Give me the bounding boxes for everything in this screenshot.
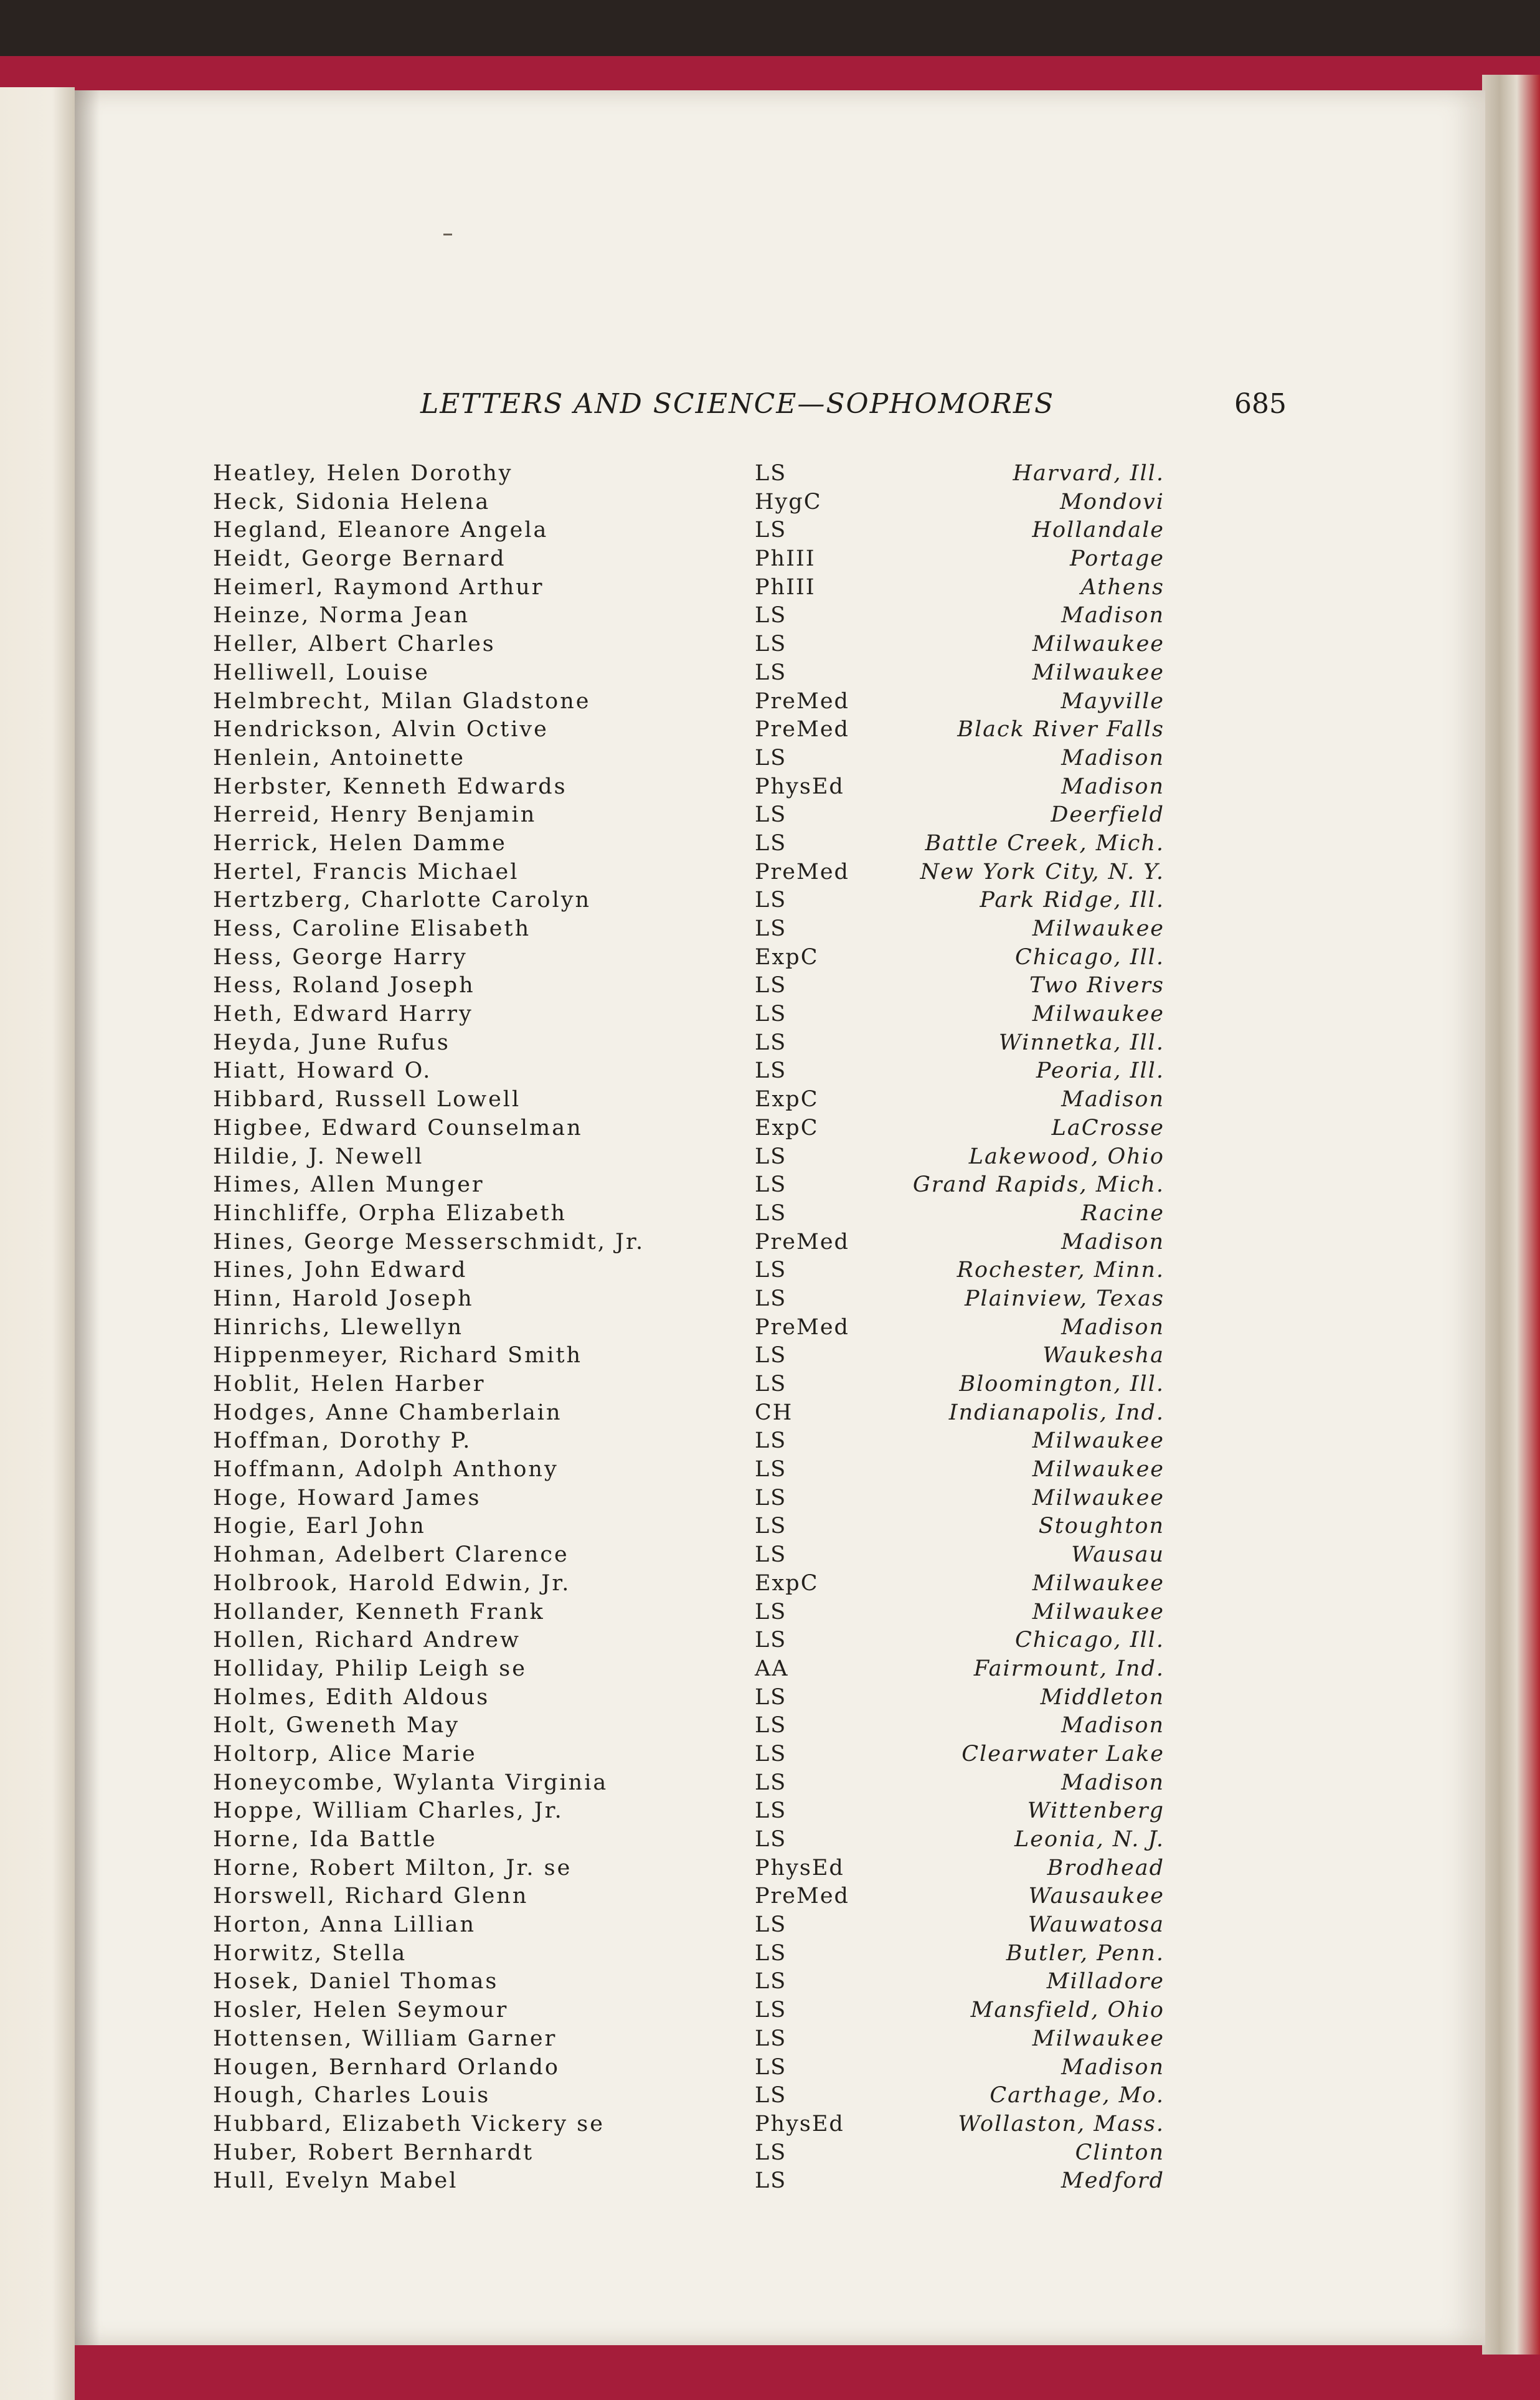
student-row xyxy=(75,972,1485,1000)
student-hometown: Peoria, Ill. xyxy=(1036,1058,1164,1084)
student-hometown: Mayville xyxy=(1061,688,1164,714)
student-course: LS xyxy=(755,1741,787,1767)
student-hometown: Lakewood, Ohio xyxy=(968,1144,1164,1169)
student-name: Hertzberg, Charlotte Carolyn xyxy=(213,888,592,913)
student-name: Hoblit, Helen Harber xyxy=(213,1372,486,1397)
student-hometown: Medford xyxy=(1061,2168,1164,2194)
student-row xyxy=(75,1854,1485,1883)
student-hometown: Wausau xyxy=(1071,1542,1164,1568)
student-row xyxy=(75,488,1485,517)
student-name: Hoffman, Dorothy P. xyxy=(213,1428,472,1454)
student-name: Hildie, J. Newell xyxy=(213,1144,424,1169)
student-course: ExpC xyxy=(755,1115,819,1141)
student-name: Hough, Charles Louis xyxy=(213,2083,491,2108)
student-course: LS xyxy=(755,461,787,486)
student-name: Hull, Evelyn Mabel xyxy=(213,2168,458,2194)
student-course: ExpC xyxy=(755,1087,819,1112)
student-row xyxy=(75,1512,1485,1541)
student-course: LS xyxy=(755,1172,787,1198)
student-course: LS xyxy=(755,518,787,543)
student-row xyxy=(75,1882,1485,1911)
student-row xyxy=(75,1626,1485,1655)
student-name: Hollander, Kenneth Frank xyxy=(213,1599,545,1625)
student-name: Hubbard, Elizabeth Vickery se xyxy=(213,2111,605,2137)
student-name: Holt, Gweneth May xyxy=(213,1713,460,1738)
student-hometown: Deerfield xyxy=(1051,802,1164,828)
student-row xyxy=(75,460,1485,488)
student-name: Hess, Caroline Elisabeth xyxy=(213,916,531,941)
student-row xyxy=(75,1911,1485,1940)
book-page xyxy=(75,90,1485,2345)
student-course: LS xyxy=(755,2083,787,2108)
student-name: Hinrichs, Llewellyn xyxy=(213,1314,464,1340)
student-course: LS xyxy=(755,1969,787,1994)
student-course: LS xyxy=(755,1628,787,1653)
student-course: LS xyxy=(755,1058,787,1084)
student-course: LS xyxy=(755,1286,787,1311)
student-name: Herrick, Helen Damme xyxy=(213,830,507,856)
student-name: Hoffmann, Adolph Anthony xyxy=(213,1457,559,1482)
student-course: LS xyxy=(755,1144,787,1169)
student-course: PreMed xyxy=(755,1229,849,1255)
student-course: LS xyxy=(755,1030,787,1055)
student-row xyxy=(75,630,1485,659)
student-hometown: Mondovi xyxy=(1060,489,1164,515)
student-course: LS xyxy=(755,1428,787,1454)
student-row xyxy=(75,1399,1485,1428)
student-hometown: Milwaukee xyxy=(1032,1599,1164,1625)
student-hometown: Madison xyxy=(1061,774,1164,799)
student-name: Hess, George Harry xyxy=(213,944,468,970)
student-row xyxy=(75,1826,1485,1854)
student-name: Holtorp, Alice Marie xyxy=(213,1741,477,1767)
student-course: CH xyxy=(755,1400,793,1425)
student-hometown: Rochester, Minn. xyxy=(957,1258,1164,1283)
student-name: Herbster, Kenneth Edwards xyxy=(213,774,567,799)
student-row xyxy=(75,2139,1485,2168)
student-course: PhysEd xyxy=(755,1855,844,1881)
student-row xyxy=(75,1684,1485,1712)
student-hometown: Indianapolis, Ind. xyxy=(948,1400,1164,1425)
student-course: PreMed xyxy=(755,717,849,742)
student-row xyxy=(75,2025,1485,2054)
student-course: LS xyxy=(755,1372,787,1397)
student-row xyxy=(75,1114,1485,1143)
student-row xyxy=(75,1314,1485,1342)
student-hometown: Plainview, Texas xyxy=(965,1286,1164,1311)
student-course: LS xyxy=(755,632,787,657)
student-name: Holbrook, Harold Edwin, Jr. xyxy=(213,1570,571,1596)
student-row xyxy=(75,1171,1485,1200)
student-name: Hogie, Earl John xyxy=(213,1514,426,1539)
student-hometown: Butler, Penn. xyxy=(1006,1940,1164,1966)
student-name: Huber, Robert Bernhardt xyxy=(213,2140,534,2165)
student-hometown: Madison xyxy=(1061,1229,1164,1255)
student-hometown: Middleton xyxy=(1040,1684,1164,1710)
student-course: PreMed xyxy=(755,1884,849,1909)
student-row xyxy=(75,1370,1485,1399)
student-course: PhIII xyxy=(755,574,816,600)
student-course: LS xyxy=(755,1684,787,1710)
student-name: Higbee, Edward Counselman xyxy=(213,1115,583,1141)
student-name: Honeycombe, Wylanta Virginia xyxy=(213,1770,608,1795)
student-hometown: Milwaukee xyxy=(1032,660,1164,685)
print-mark xyxy=(443,234,452,235)
student-row xyxy=(75,1228,1485,1257)
previous-page-edge xyxy=(0,87,75,2400)
student-row xyxy=(75,830,1485,858)
student-hometown: Milwaukee xyxy=(1032,2026,1164,2051)
student-name: Helmbrecht, Milan Gladstone xyxy=(213,688,591,714)
student-hometown: Battle Creek, Mich. xyxy=(925,830,1164,856)
student-row xyxy=(75,1541,1485,1570)
student-course: PhysEd xyxy=(755,774,844,799)
student-name: Heatley, Helen Dorothy xyxy=(213,461,513,486)
student-name: Henlein, Antoinette xyxy=(213,745,465,771)
student-name: Holmes, Edith Aldous xyxy=(213,1684,490,1710)
student-hometown: Grand Rapids, Mich. xyxy=(912,1172,1164,1198)
student-row xyxy=(75,944,1485,972)
student-course: LS xyxy=(755,1343,787,1368)
student-row xyxy=(75,716,1485,744)
student-name: Hinchliffe, Orpha Elizabeth xyxy=(213,1200,567,1226)
student-hometown: Clearwater Lake xyxy=(961,1741,1164,1767)
student-course: PhIII xyxy=(755,546,816,572)
student-course: LS xyxy=(755,1002,787,1027)
student-name: Heyda, June Rufus xyxy=(213,1030,450,1055)
student-course: LS xyxy=(755,745,787,771)
running-header: LETTERS AND SCIENCE—SOPHOMORES xyxy=(420,388,1055,420)
student-row xyxy=(75,1456,1485,1484)
student-hometown: New York City, N. Y. xyxy=(920,859,1164,885)
student-hometown: Wittenberg xyxy=(1027,1798,1164,1824)
student-name: Himes, Allen Munger xyxy=(213,1172,484,1198)
student-name: Hoppe, William Charles, Jr. xyxy=(213,1798,564,1824)
student-row xyxy=(75,545,1485,574)
student-course: LS xyxy=(755,2140,787,2165)
student-name: Heidt, George Bernard xyxy=(213,546,506,572)
student-row xyxy=(75,1655,1485,1684)
student-course: PreMed xyxy=(755,1314,849,1340)
student-course: LS xyxy=(755,660,787,685)
student-course: LS xyxy=(755,802,787,828)
gutter-shadow xyxy=(75,90,100,2345)
student-row xyxy=(75,1570,1485,1598)
student-name: Hegland, Eleanore Angela xyxy=(213,518,549,543)
student-hometown: Milwaukee xyxy=(1032,1457,1164,1482)
student-hometown: Chicago, Ill. xyxy=(1014,1628,1164,1653)
student-name: Hibbard, Russell Lowell xyxy=(213,1087,521,1112)
student-course: LS xyxy=(755,1542,787,1568)
student-hometown: Bloomington, Ill. xyxy=(959,1372,1164,1397)
student-course: LS xyxy=(755,973,787,998)
student-course: HygC xyxy=(755,489,822,515)
student-hometown: Waukesha xyxy=(1042,1343,1164,1368)
student-row xyxy=(75,2110,1485,2139)
student-course: LS xyxy=(755,1457,787,1482)
student-hometown: Milwaukee xyxy=(1032,632,1164,657)
student-hometown: Wollaston, Mass. xyxy=(958,2111,1164,2137)
student-row xyxy=(75,2167,1485,2196)
student-course: ExpC xyxy=(755,944,819,970)
student-course: AA xyxy=(755,1656,789,1681)
student-course: LS xyxy=(755,1713,787,1738)
student-row xyxy=(75,1256,1485,1285)
student-course: LS xyxy=(755,603,787,628)
student-name: Hosek, Daniel Thomas xyxy=(213,1969,499,1994)
student-row xyxy=(75,915,1485,944)
student-course: LS xyxy=(755,1514,787,1539)
student-row xyxy=(75,574,1485,602)
student-name: Hiatt, Howard O. xyxy=(213,1058,432,1084)
student-course: LS xyxy=(755,1485,787,1511)
student-row xyxy=(75,1086,1485,1114)
student-row xyxy=(75,1996,1485,2025)
student-hometown: Madison xyxy=(1061,1087,1164,1112)
student-hometown: Madison xyxy=(1061,1770,1164,1795)
student-course: PreMed xyxy=(755,859,849,885)
student-name: Hess, Roland Joseph xyxy=(213,973,475,998)
student-row xyxy=(75,1712,1485,1740)
student-hometown: Madison xyxy=(1061,1314,1164,1340)
student-hometown: Clinton xyxy=(1075,2140,1164,2165)
student-hometown: Harvard, Ill. xyxy=(1013,461,1164,486)
student-row xyxy=(75,1740,1485,1769)
student-hometown: Black River Falls xyxy=(957,717,1164,742)
student-name: Horwitz, Stella xyxy=(213,1940,407,1966)
student-row xyxy=(75,858,1485,887)
student-name: Herreid, Henry Benjamin xyxy=(213,802,537,828)
student-hometown: Milwaukee xyxy=(1032,1002,1164,1027)
page-number: 685 xyxy=(1234,388,1287,420)
student-name: Hoge, Howard James xyxy=(213,1485,481,1511)
student-row xyxy=(75,886,1485,915)
student-row xyxy=(75,773,1485,802)
student-row xyxy=(75,1769,1485,1798)
student-row xyxy=(75,744,1485,773)
student-name: Hertel, Francis Michael xyxy=(213,859,519,885)
student-name: Hines, George Messerschmidt, Jr. xyxy=(213,1229,645,1255)
student-course: LS xyxy=(755,1258,787,1283)
student-course: PreMed xyxy=(755,688,849,714)
student-row xyxy=(75,1143,1485,1172)
student-name: Hottensen, William Garner xyxy=(213,2026,557,2051)
student-hometown: Milwaukee xyxy=(1032,916,1164,941)
student-name: Hohman, Adelbert Clarence xyxy=(213,1542,569,1568)
student-course: LS xyxy=(755,2168,787,2194)
student-course: PhysEd xyxy=(755,2111,844,2137)
student-name: Hines, John Edward xyxy=(213,1258,468,1283)
student-hometown: LaCrosse xyxy=(1051,1115,1164,1141)
student-row xyxy=(75,801,1485,830)
student-name: Helliwell, Louise xyxy=(213,660,430,685)
student-hometown: Hollandale xyxy=(1032,518,1164,543)
student-course: LS xyxy=(755,2026,787,2051)
student-name: Hollen, Richard Andrew xyxy=(213,1628,521,1653)
student-name: Hendrickson, Alvin Octive xyxy=(213,717,549,742)
student-hometown: Leonia, N. J. xyxy=(1014,1827,1164,1852)
student-name: Heck, Sidonia Helena xyxy=(213,489,491,515)
student-name: Horne, Robert Milton, Jr. se xyxy=(213,1855,572,1881)
student-course: LS xyxy=(755,1770,787,1795)
student-row xyxy=(75,688,1485,716)
student-hometown: Milwaukee xyxy=(1032,1485,1164,1511)
student-name: Heller, Albert Charles xyxy=(213,632,496,657)
student-row xyxy=(75,659,1485,688)
student-course: LS xyxy=(755,916,787,941)
student-course: LS xyxy=(755,1798,787,1824)
student-hometown: Winnetka, Ill. xyxy=(998,1030,1164,1055)
student-hometown: Wausaukee xyxy=(1028,1884,1164,1909)
student-hometown: Milwaukee xyxy=(1032,1570,1164,1596)
student-row xyxy=(75,1029,1485,1058)
student-hometown: Two Rivers xyxy=(1029,973,1164,998)
student-hometown: Mansfield, Ohio xyxy=(970,1998,1164,2023)
student-name: Heimerl, Raymond Arthur xyxy=(213,574,544,600)
student-hometown: Brodhead xyxy=(1047,1855,1164,1881)
student-row xyxy=(75,1797,1485,1826)
student-hometown: Madison xyxy=(1061,1713,1164,1738)
student-row xyxy=(75,516,1485,545)
student-course: LS xyxy=(755,2054,787,2080)
student-name: Holliday, Philip Leigh se xyxy=(213,1656,527,1681)
student-name: Heinze, Norma Jean xyxy=(213,603,470,628)
student-row xyxy=(75,1342,1485,1370)
student-hometown: Carthage, Mo. xyxy=(990,2083,1164,2108)
student-hometown: Chicago, Ill. xyxy=(1014,944,1164,970)
student-name: Hodges, Anne Chamberlain xyxy=(213,1400,562,1425)
student-name: Hippenmeyer, Richard Smith xyxy=(213,1343,583,1368)
student-course: LS xyxy=(755,1998,787,2023)
student-course: LS xyxy=(755,1827,787,1852)
student-name: Horton, Anna Lillian xyxy=(213,1912,476,1938)
student-name: Heth, Edward Harry xyxy=(213,1002,473,1027)
student-row xyxy=(75,1200,1485,1228)
student-name: Hougen, Bernhard Orlando xyxy=(213,2054,560,2080)
student-hometown: Milladore xyxy=(1046,1969,1164,1994)
student-hometown: Park Ridge, Ill. xyxy=(980,888,1164,913)
student-row xyxy=(75,1484,1485,1513)
student-list xyxy=(75,460,1485,2196)
student-name: Horswell, Richard Glenn xyxy=(213,1884,529,1909)
student-name: Hinn, Harold Joseph xyxy=(213,1286,474,1311)
student-course: LS xyxy=(755,1200,787,1226)
student-row xyxy=(75,1000,1485,1029)
student-course: LS xyxy=(755,888,787,913)
student-hometown: Madison xyxy=(1061,603,1164,628)
student-row xyxy=(75,602,1485,630)
student-course: ExpC xyxy=(755,1570,819,1596)
student-name: Horne, Ida Battle xyxy=(213,1827,437,1852)
student-row xyxy=(75,2054,1485,2082)
student-hometown: Athens xyxy=(1080,574,1164,600)
student-row xyxy=(75,1057,1485,1086)
page-stack-edge xyxy=(1482,75,1540,2355)
student-row xyxy=(75,1427,1485,1456)
student-hometown: Wauwatosa xyxy=(1027,1912,1164,1938)
student-row xyxy=(75,1940,1485,1968)
student-course: LS xyxy=(755,1940,787,1966)
student-hometown: Fairmount, Ind. xyxy=(973,1656,1164,1681)
student-row xyxy=(75,1598,1485,1627)
student-hometown: Madison xyxy=(1061,2054,1164,2080)
student-hometown: Portage xyxy=(1070,546,1164,572)
student-name: Hosler, Helen Seymour xyxy=(213,1998,509,2023)
student-hometown: Stoughton xyxy=(1038,1514,1164,1539)
student-hometown: Racine xyxy=(1080,1200,1164,1226)
student-course: LS xyxy=(755,1912,787,1938)
student-hometown: Madison xyxy=(1061,745,1164,771)
student-course: LS xyxy=(755,830,787,856)
student-hometown: Milwaukee xyxy=(1032,1428,1164,1454)
student-row xyxy=(75,2082,1485,2110)
student-row xyxy=(75,1968,1485,1996)
student-row xyxy=(75,1285,1485,1314)
student-course: LS xyxy=(755,1599,787,1625)
